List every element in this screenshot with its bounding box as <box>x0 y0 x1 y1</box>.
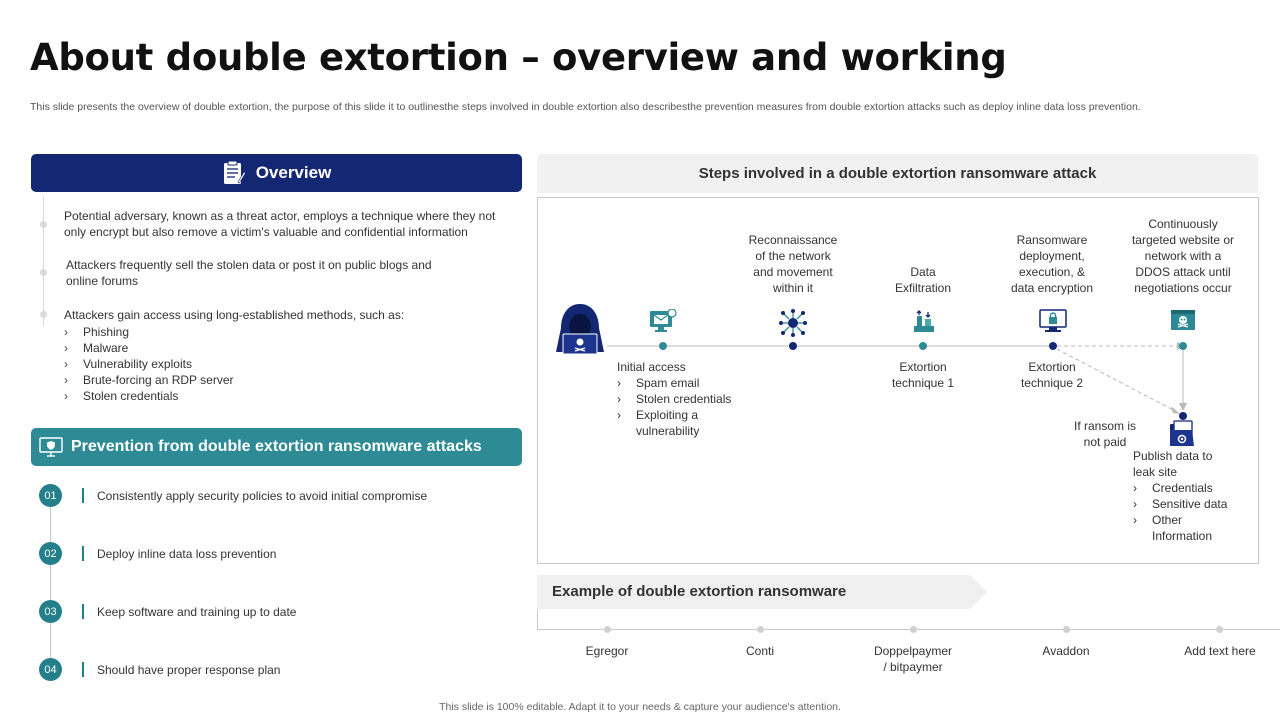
overview-dot <box>40 269 47 276</box>
example-dot <box>910 626 917 633</box>
footer-note: This slide is 100% editable. Adapt it to your needs & capture your audience's attention. <box>439 701 841 713</box>
example-header <box>537 575 987 609</box>
step-tick <box>82 546 84 561</box>
step-tick <box>82 488 84 503</box>
step-tick <box>82 604 84 619</box>
method-item: › Malware <box>64 341 129 355</box>
exfiltration-label: Data Exfiltration <box>894 265 952 295</box>
overview-dot <box>40 221 47 228</box>
ddos-label: Continuously targeted website or network with a DDOS attack until negotiations occur <box>1131 217 1235 295</box>
page-subtitle: This slide presents the overview of double extortion, the purpose of this slide it to outlinesthe steps involved in double extortion also describesthe prevention measures from double extortion attacks such as deploy inline data loss prevention. <box>30 101 1141 113</box>
overview-header <box>31 154 522 192</box>
example-item: Egregor <box>585 644 629 658</box>
method-item: › Vulnerability exploits <box>64 357 192 371</box>
example-divider <box>537 609 538 629</box>
example-title: Example of double extortion ransomware <box>552 583 847 600</box>
example-dot <box>604 626 611 633</box>
leak-folder-icon <box>1168 420 1196 448</box>
step-number-badge: 03 <box>39 600 62 623</box>
prevention-timeline <box>50 496 51 670</box>
flow-node <box>1049 342 1057 350</box>
overview-point-3: Attackers gain access using long-established methods, such as: <box>64 308 405 322</box>
example-dot <box>1063 626 1070 633</box>
steps-header: Steps involved in a double extortion ransomware attack <box>537 154 1258 193</box>
method-item: › Phishing <box>64 325 130 339</box>
method-item: › Stolen credentials <box>64 389 179 403</box>
step-number-badge: 02 <box>39 542 62 565</box>
overview-point-1: Potential adversary, known as a threat actor, employs a technique where they not only encrypt but also remove a victim's valuable and confidential information <box>64 209 496 239</box>
step-number-badge: 04 <box>39 658 62 681</box>
example-item: Conti <box>745 644 774 658</box>
prevention-item: Should have proper response plan <box>97 663 281 677</box>
recon-label: Reconnaissance of the network and movement within it <box>748 233 838 295</box>
method-item: › Brute-forcing an RDP server <box>64 373 234 387</box>
step-number-badge: 01 <box>39 484 62 507</box>
data-exfiltration-icon <box>911 310 937 334</box>
initial-access-label: Initial access › Spam email › Stolen credentials › Exploiting a vulnerability <box>617 360 732 438</box>
overview-dot <box>40 311 47 318</box>
deployment-label: Ransomware deployment, execution, & data encryption <box>1010 233 1094 295</box>
flow-node <box>1179 412 1187 420</box>
example-dot <box>757 626 764 633</box>
example-item: Avaddon <box>1042 644 1090 658</box>
example-timeline <box>537 629 1280 630</box>
extortion-2-label: Extortion technique 2 <box>1020 360 1084 390</box>
prevention-header <box>31 428 522 466</box>
overview-timeline <box>43 196 44 326</box>
flow-node <box>1179 342 1187 350</box>
example-dot <box>1216 626 1223 633</box>
prevention-title: Prevention from double extortion ransomware attacks <box>71 438 482 455</box>
monitor-shield-icon <box>39 435 63 459</box>
publish-label: Publish data to leak site › Credentials › Sensitive data › Other Information <box>1133 449 1228 543</box>
example-item: Add text here <box>1184 644 1256 658</box>
example-item: Doppelpaymer / bitpaymer <box>873 644 953 674</box>
document-icon <box>222 160 246 186</box>
ransomware-lock-icon <box>1039 308 1067 334</box>
prevention-item: Deploy inline data loss prevention <box>97 547 277 561</box>
prevention-item: Consistently apply security policies to avoid initial compromise <box>97 489 428 503</box>
network-icon <box>778 308 808 338</box>
flow-node <box>659 342 667 350</box>
overview-point-2: Attackers frequently sell the stolen data or post it on public blogs and online forums <box>66 258 432 288</box>
page-title: About double extortion – overview and working <box>30 36 1007 79</box>
ransom-label: If ransom is not paid <box>1073 419 1136 449</box>
email-monitor-icon <box>649 309 677 333</box>
flow-node <box>789 342 797 350</box>
step-tick <box>82 662 84 677</box>
overview-title: Overview <box>255 163 332 182</box>
flow-node <box>919 342 927 350</box>
ddos-skull-icon <box>1169 308 1197 334</box>
extortion-1-label: Extortion technique 1 <box>891 360 955 390</box>
prevention-item: Keep software and training up to date <box>97 605 297 619</box>
hacker-icon <box>553 302 607 356</box>
